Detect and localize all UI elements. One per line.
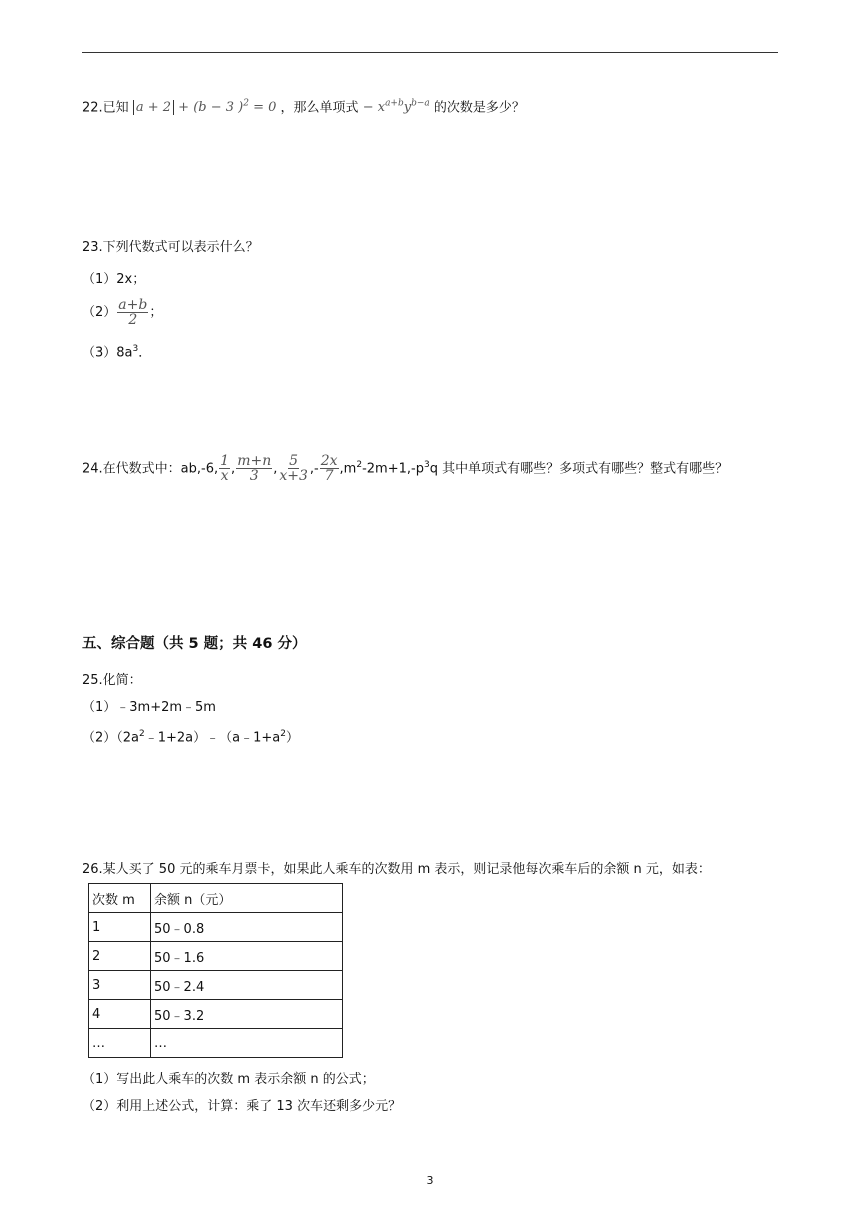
q22-monomial-exp1: a+b xyxy=(385,99,404,109)
q22-prefix: 22.已知 xyxy=(82,100,129,116)
q22-square-exponent: 2 xyxy=(243,99,249,109)
fraction-numerator: m+n xyxy=(237,453,272,470)
q22-monomial-y: y xyxy=(403,100,412,116)
q24-separator: , xyxy=(231,461,236,477)
q25-item2-exponent-2: 2 xyxy=(280,729,286,739)
table-row xyxy=(89,971,343,1000)
q22-monomial xyxy=(363,100,434,115)
fraction-numerator: 2x xyxy=(320,453,338,470)
fraction-numerator: 5 xyxy=(289,453,299,470)
q23-item3-label: （3）8a xyxy=(82,345,133,361)
fare-balance-table xyxy=(88,883,343,1058)
q22-abs-expression: a + 2 xyxy=(133,100,174,115)
table-row xyxy=(89,1000,343,1029)
q25-item1: （1）﹣3m+2m﹣5m xyxy=(82,700,216,715)
q25-item2-part-a: （2）（2a xyxy=(82,730,140,746)
fraction-numerator: 1 xyxy=(220,453,230,470)
header-rule xyxy=(82,52,778,53)
q24-mid-text: ,m xyxy=(339,461,357,477)
q24-mid2-exponent: 3 xyxy=(423,460,430,470)
table-cell: 50﹣3.2 xyxy=(151,1000,343,1029)
section-5-heading: 五、综合题（共 5 题；共 46 分） xyxy=(82,636,307,652)
page-number: 3 xyxy=(426,1174,434,1187)
table-header-cell: 余额 n（元） xyxy=(151,884,343,913)
q22-monomial-x: − x xyxy=(362,100,386,116)
q25-item2-part-b: ﹣1+2a）﹣（a﹣1+a xyxy=(144,730,281,746)
fraction-denominator: x+3 xyxy=(279,468,308,485)
q26-title: 26.某人买了 50 元的乘车月票卡，如果此人乘车的次数用 m 表示，则记录他每次乘车后的余额 n 元，如表： xyxy=(82,862,711,877)
q25-item2-exponent-1: 2 xyxy=(139,729,145,739)
q22-condition xyxy=(133,100,281,115)
question-22 xyxy=(82,94,525,118)
q24-mid-exponent: 2 xyxy=(356,460,363,470)
q24-fraction-1 xyxy=(219,454,230,483)
table-cell: 1 xyxy=(89,913,151,942)
q25-title: 25.化简： xyxy=(82,673,142,688)
q26-sub2: （2）利用上述公式，计算：乘了 13 次车还剩多少元？ xyxy=(82,1099,402,1114)
table-cell: 50﹣0.8 xyxy=(151,913,343,942)
q23-item3-end: ． xyxy=(138,345,152,361)
q22-plus: + xyxy=(178,100,190,116)
table-cell: … xyxy=(151,1029,343,1058)
fraction-denominator: 7 xyxy=(324,468,334,485)
question-24 xyxy=(82,450,728,484)
table-header-row xyxy=(89,884,343,913)
q24-fraction-3 xyxy=(278,454,309,483)
q22-equals-zero: = 0 xyxy=(253,100,277,116)
table-cell: 3 xyxy=(89,971,151,1000)
q26-sub1: （1）写出此人乘车的次数 m 表示余额 n 的公式； xyxy=(82,1072,375,1087)
q22-suffix: 的次数是多少？ xyxy=(433,100,525,116)
fraction-denominator: 3 xyxy=(249,468,259,485)
q23-item2-end: ； xyxy=(149,305,163,320)
q23-item2-label: （2） xyxy=(82,305,117,320)
table-cell: 4 xyxy=(89,1000,151,1029)
table-row xyxy=(89,1029,343,1058)
fraction-denominator: x xyxy=(220,468,229,485)
table-cell: 2 xyxy=(89,942,151,971)
q24-prefix: 24.在代数式中：ab,-6, xyxy=(82,461,219,477)
q22-square-base: (b − 3 ) xyxy=(193,100,244,116)
q24-mid2-text: -2m+1,-p xyxy=(362,461,424,477)
table-row xyxy=(89,913,343,942)
q23-item3-exponent: 3 xyxy=(132,344,139,354)
fraction-denominator: 2 xyxy=(128,312,138,328)
q23-title: 23.下列代数式可以表示什么？ xyxy=(82,240,259,255)
q22-monomial-exp2: b−a xyxy=(411,99,430,109)
table-row xyxy=(89,942,343,971)
q24-separator: ,- xyxy=(309,461,319,477)
q24-fraction-2 xyxy=(236,454,272,483)
q23-item2-fraction xyxy=(117,298,148,327)
q22-middle-text: ，那么单项式 xyxy=(280,100,359,116)
table-cell: … xyxy=(89,1029,151,1058)
q24-separator: , xyxy=(273,461,278,477)
table-header-cell: 次数 m xyxy=(89,884,151,913)
q23-item2 xyxy=(82,298,162,328)
q23-item3 xyxy=(82,339,151,363)
q24-suffix: q 其中单项式有哪些？多项式有哪些？整式有哪些？ xyxy=(429,461,729,477)
q24-fraction-4 xyxy=(320,454,339,483)
fraction-numerator: a+b xyxy=(118,297,148,313)
q25-item2-part-c: ） xyxy=(285,730,299,746)
table-cell: 50﹣1.6 xyxy=(151,942,343,971)
q25-item2 xyxy=(82,724,299,748)
table-cell: 50﹣2.4 xyxy=(151,971,343,1000)
q23-item1: （1）2x； xyxy=(82,272,146,287)
